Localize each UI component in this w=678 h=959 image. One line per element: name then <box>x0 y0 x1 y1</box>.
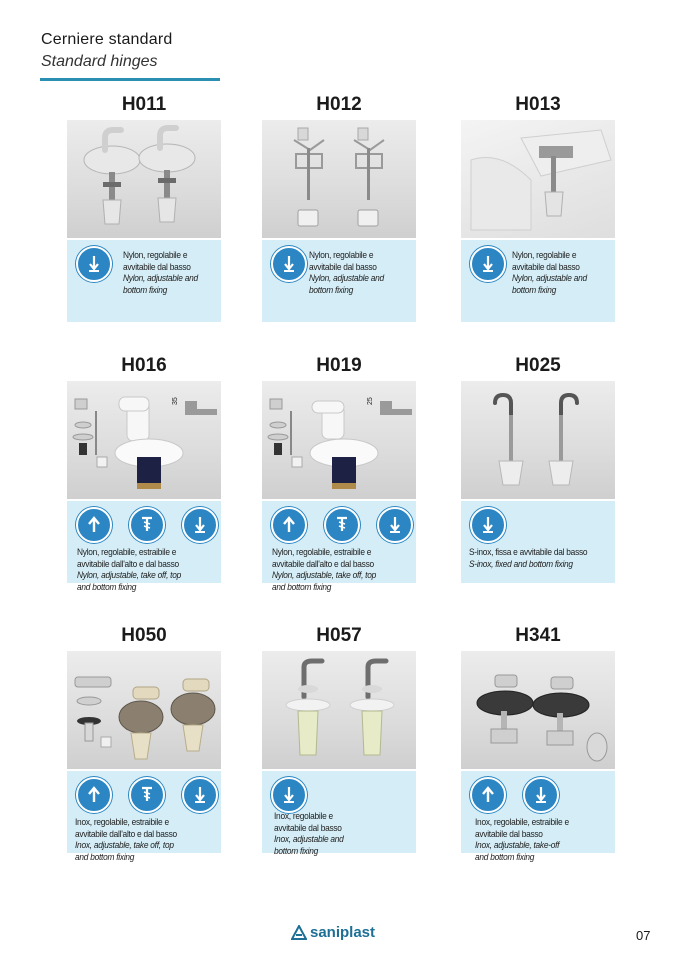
bottom-fixing-icon <box>271 246 307 282</box>
description-italian: Inox, regolabile e avvitabile dal basso <box>274 811 342 834</box>
product-description <box>274 811 344 857</box>
top-fixing-icon <box>324 507 360 543</box>
product-info <box>461 501 615 583</box>
description-italian: Nylon, regolabile, estraibile e avvitabile dall'alto e dal basso <box>77 547 179 570</box>
title-english: Standard hinges <box>41 53 158 70</box>
description-italian: Inox, regolabile, estraibile e avvitabile dal basso <box>475 817 569 840</box>
description-english: Nylon, adjustable and bottom fixing <box>512 273 587 296</box>
description-english: Inox, adjustable, take-off and bottom fixing <box>475 840 560 863</box>
product-info <box>262 501 416 593</box>
product-description <box>272 547 376 593</box>
product-photo <box>262 651 416 769</box>
product-description <box>512 250 587 296</box>
product-info <box>262 771 416 857</box>
take-off-icon <box>76 777 112 813</box>
saniplast-logo <box>291 924 375 941</box>
description-italian: Nylon, regolabile e avvitabile dal basso <box>309 250 377 273</box>
product-code: H011 <box>121 94 167 115</box>
product-code: H013 <box>515 94 561 115</box>
description-italian: S-inox, fissa e avvitabile dal basso <box>469 547 588 558</box>
bottom-fixing-icon <box>271 777 307 813</box>
title-italian: Cerniere standard <box>41 31 173 48</box>
product-photo <box>67 381 221 499</box>
dimension-label: 25 <box>367 397 374 405</box>
take-off-icon <box>470 777 506 813</box>
product-photo <box>67 651 221 769</box>
bottom-fixing-icon <box>377 507 413 543</box>
product-code: H057 <box>316 625 362 646</box>
bottom-fixing-icon <box>470 246 506 282</box>
description-english: Nylon, adjustable and bottom fixing <box>123 273 198 296</box>
header-underline <box>40 78 220 81</box>
product-photo <box>262 120 416 238</box>
take-off-icon <box>76 507 112 543</box>
product-photo <box>461 120 615 238</box>
product-description <box>77 547 181 593</box>
product-info <box>262 240 416 322</box>
dimension-label: 35 <box>172 397 179 405</box>
description-english: Nylon, adjustable, take off, top and bottom fixing <box>272 570 377 593</box>
description-italian: Nylon, regolabile e avvitabile dal basso <box>123 250 191 273</box>
bottom-fixing-icon <box>182 777 218 813</box>
description-italian: Inox, regolabile, estraibile e avvitabile dall'alto e dal basso <box>75 817 177 840</box>
product-description <box>475 817 569 863</box>
product-photo <box>67 120 221 238</box>
bottom-fixing-icon <box>523 777 559 813</box>
product-code: H025 <box>515 355 561 376</box>
top-fixing-icon <box>129 507 165 543</box>
product-code: H012 <box>316 94 362 115</box>
description-english: Nylon, adjustable and bottom fixing <box>309 273 384 296</box>
product-info <box>67 771 221 863</box>
bottom-fixing-icon <box>182 507 218 543</box>
description-italian: Nylon, regolabile, estraibile e avvitabile dall'alto e dal basso <box>272 547 374 570</box>
description-english: Nylon, adjustable, take off, top and bottom fixing <box>77 570 182 593</box>
product-info <box>461 771 615 863</box>
description-english: Inox, adjustable and bottom fixing <box>274 834 344 857</box>
take-off-icon <box>271 507 307 543</box>
product-description <box>469 547 587 570</box>
product-info <box>67 501 221 593</box>
product-info <box>461 240 615 322</box>
product-photo <box>461 381 615 499</box>
page-header <box>41 31 172 71</box>
product-photo <box>262 381 416 499</box>
product-code: H050 <box>121 625 167 646</box>
product-description <box>123 250 198 296</box>
description-english: Inox, adjustable, take off, top and bottom fixing <box>75 840 174 863</box>
product-code: H016 <box>121 355 167 376</box>
product-code: H341 <box>515 625 561 646</box>
product-description <box>309 250 384 296</box>
logo-text: saniplast <box>310 924 376 941</box>
page-number: 07 <box>636 928 651 943</box>
logo-icon <box>291 925 307 941</box>
product-info <box>67 240 221 322</box>
top-fixing-icon <box>129 777 165 813</box>
description-italian: Nylon, regolabile e avvitabile dal basso <box>512 250 580 273</box>
description-english: S-inox, fixed and bottom fixing <box>469 558 573 570</box>
product-description <box>75 817 177 863</box>
bottom-fixing-icon <box>470 507 506 543</box>
bottom-fixing-icon <box>76 246 112 282</box>
product-code: H019 <box>316 355 362 376</box>
product-photo <box>461 651 615 769</box>
